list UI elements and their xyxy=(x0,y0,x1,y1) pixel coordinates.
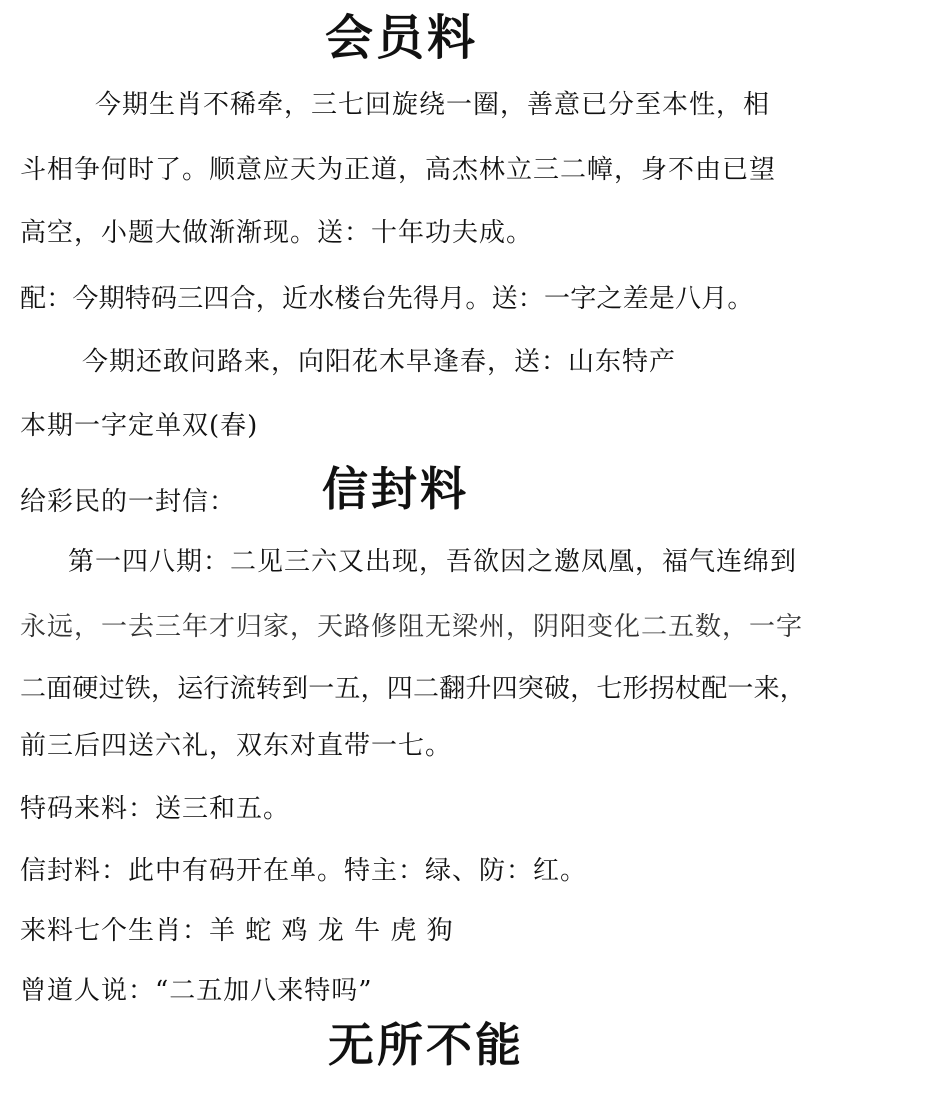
footer-title: 无所不能 xyxy=(328,1018,524,1072)
envelope-poem-line-3: 二面硬过铁，运行流转到一五，四二翻升四突破，七形拐杖配一来， xyxy=(20,674,807,704)
extra-gift-line: 今期还敢问路来，向阳花木早逢春，送：山东特产 xyxy=(82,347,677,377)
member-poem-line-1: 今期生肖不稀牵，三七回旋绕一圈，善意已分至本性，相 xyxy=(95,90,771,120)
letter-intro: 给彩民的一封信： xyxy=(20,487,237,517)
special-code-line: 特码来料：送三和五。 xyxy=(20,794,291,824)
envelope-poem-line-2: 永远，一去三年才归家，天路修阻无梁州，阴阳变化二五数，一字 xyxy=(20,612,804,642)
envelope-poem-line-4: 前三后四送六礼，双东对直带一七。 xyxy=(20,731,453,761)
envelope-poem-line-1: 第一四八期：二见三六又出现，吾欲因之邀凤凰，福气连绵到 xyxy=(68,547,798,577)
member-poem-line-3: 高空，小题大做渐渐现。送：十年功夫成。 xyxy=(20,218,534,248)
single-double-line: 本期一字定单双(春) xyxy=(20,411,259,441)
member-poem-line-2: 斗相争何时了。顺意应天为正道，高杰林立三二幛，身不由已望 xyxy=(20,155,777,185)
envelope-tip-line: 信封料：此中有码开在单。特主：绿、防：红。 xyxy=(20,856,588,886)
envelope-section-title: 信封料 xyxy=(322,462,469,516)
taoist-saying-line: 曾道人说：“二五加八来特吗” xyxy=(20,976,373,1006)
member-section-title: 会员料 xyxy=(325,10,479,66)
pairing-line: 配：今期特码三四合，近水楼台先得月。送：一字之差是八月。 xyxy=(20,284,754,314)
zodiac-line: 来料七个生肖：羊 蛇 鸡 龙 牛 虎 狗 xyxy=(20,916,454,946)
